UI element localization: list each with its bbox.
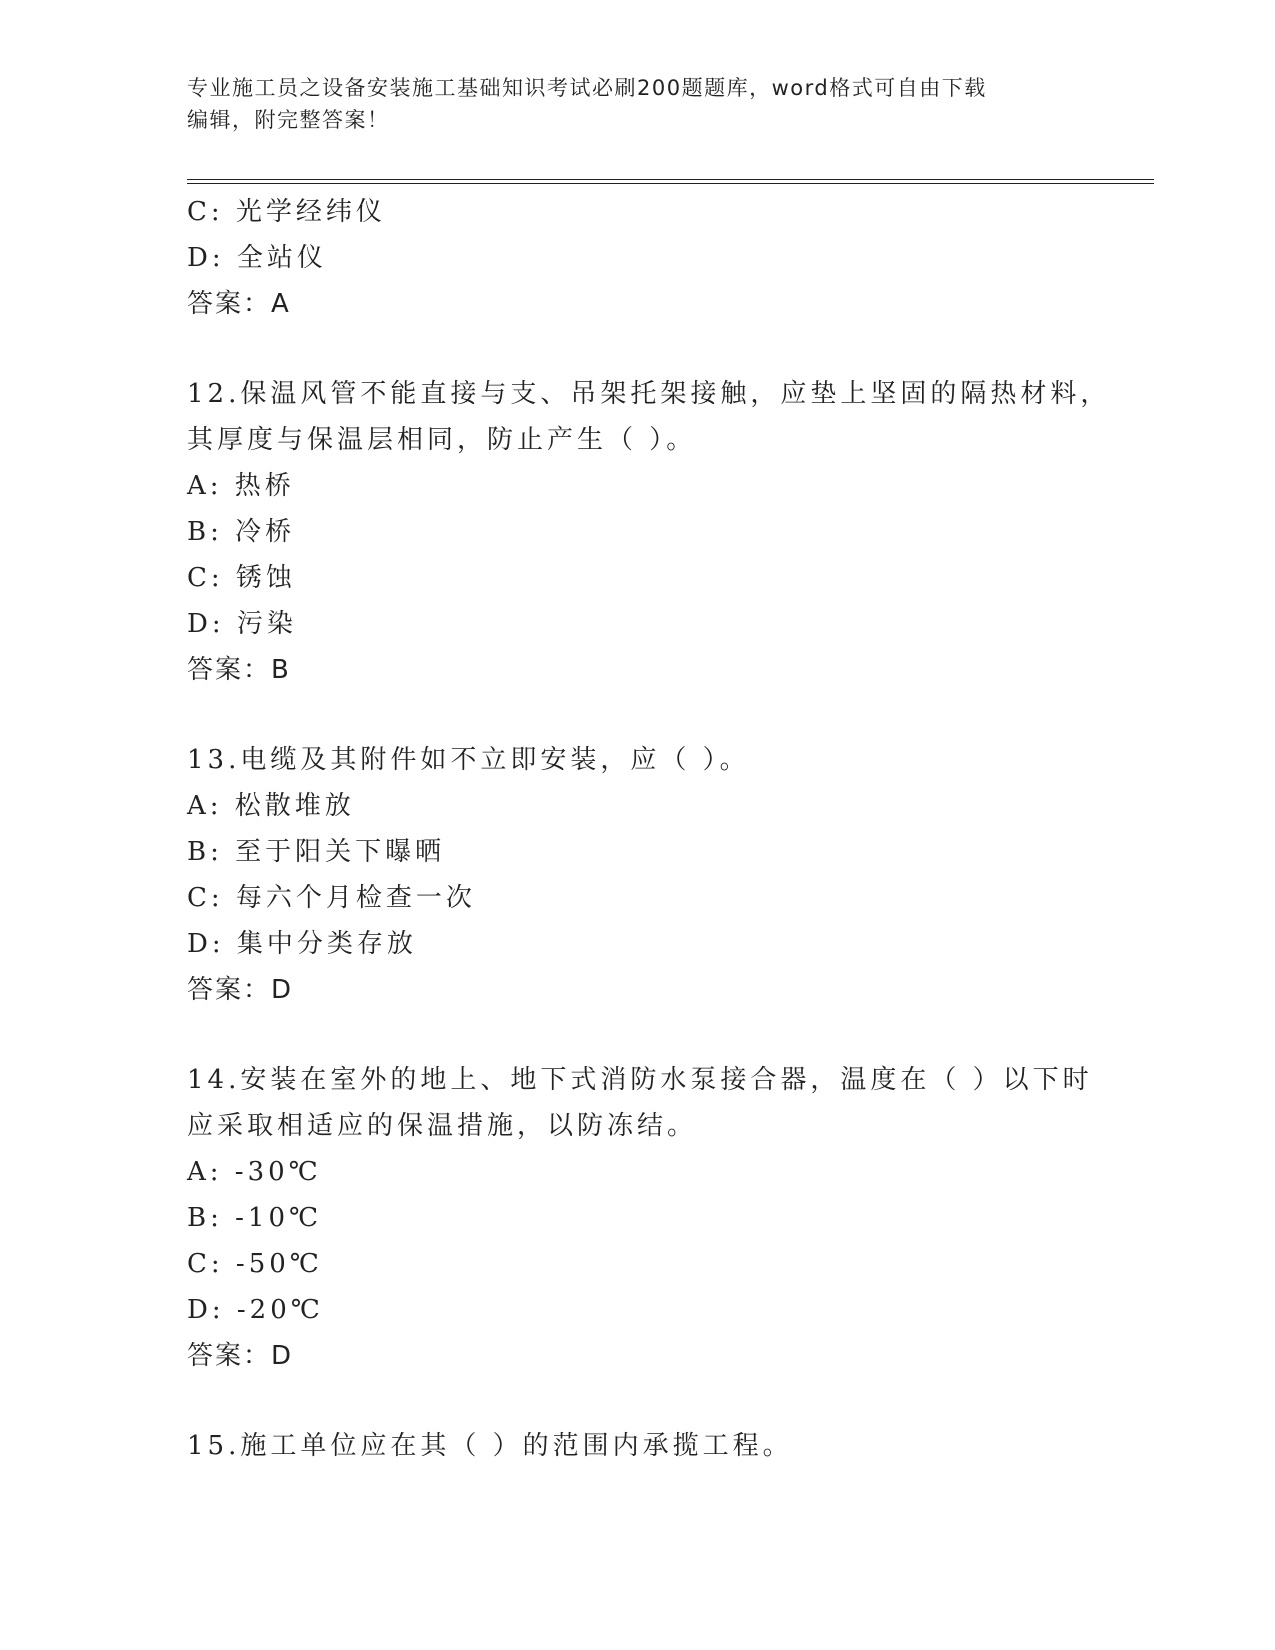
option-c: C: 光学经纬仪 xyxy=(187,197,386,227)
option-c: C: -50℃ xyxy=(187,1249,323,1279)
header-line-2: 编辑，附完整答案！ xyxy=(187,108,390,132)
question-14 xyxy=(187,1057,1093,1379)
question-13 xyxy=(187,737,1087,1013)
answer-line: 答案：A xyxy=(187,289,291,319)
header-line-1: 专业施工员之设备安装施工基础知识考试必刷200题题库，word格式可自由下载 xyxy=(187,76,987,100)
option-a: A: 松散堆放 xyxy=(187,791,355,821)
question-list xyxy=(187,189,1111,1469)
header-rule-top xyxy=(187,179,1154,180)
question-stem-continued: 应采取相适应的保温措施，以防冻结。 xyxy=(187,1111,698,1141)
question-15 xyxy=(187,1423,1087,1469)
question-stem: 15.施工单位应在其（ ）的范围内承揽工程。 xyxy=(187,1431,793,1461)
question-12 xyxy=(187,371,1111,693)
option-b: B: 冷桥 xyxy=(187,517,296,547)
option-d: D: 集中分类存放 xyxy=(187,929,417,959)
answer-line: 答案：D xyxy=(187,1341,294,1371)
question-stem-continued: 其厚度与保温层相同，防止产生（ ）。 xyxy=(187,425,697,455)
answer-line: 答案：D xyxy=(187,975,294,1005)
header-rule-bottom xyxy=(187,183,1154,184)
spacer xyxy=(187,327,1087,371)
answer-line: 答案：B xyxy=(187,655,291,685)
option-d: D: 全站仪 xyxy=(187,243,327,273)
question-11-tail xyxy=(187,189,1087,327)
question-stem: 14.安装在室外的地上、地下式消防水泵接合器，温度在（ ）以下时 xyxy=(187,1065,1093,1095)
question-stem: 13.电缆及其附件如不立即安装，应（ ）。 xyxy=(187,745,750,775)
spacer xyxy=(187,1013,1087,1057)
option-b: B: -10℃ xyxy=(187,1203,323,1233)
option-d: D: -20℃ xyxy=(187,1295,324,1325)
document-header xyxy=(187,72,1067,136)
question-stem: 12.保温风管不能直接与支、吊架托架接触，应垫上坚固的隔热材料， xyxy=(187,379,1111,409)
option-a: A: -30℃ xyxy=(187,1157,322,1187)
option-a: A: 热桥 xyxy=(187,471,295,501)
option-c: C: 每六个月检查一次 xyxy=(187,883,476,913)
spacer xyxy=(187,693,1087,737)
spacer xyxy=(187,1379,1087,1423)
option-d: D: 污染 xyxy=(187,609,297,639)
option-c: C: 锈蚀 xyxy=(187,563,296,593)
option-b: B: 至于阳关下曝晒 xyxy=(187,837,446,867)
